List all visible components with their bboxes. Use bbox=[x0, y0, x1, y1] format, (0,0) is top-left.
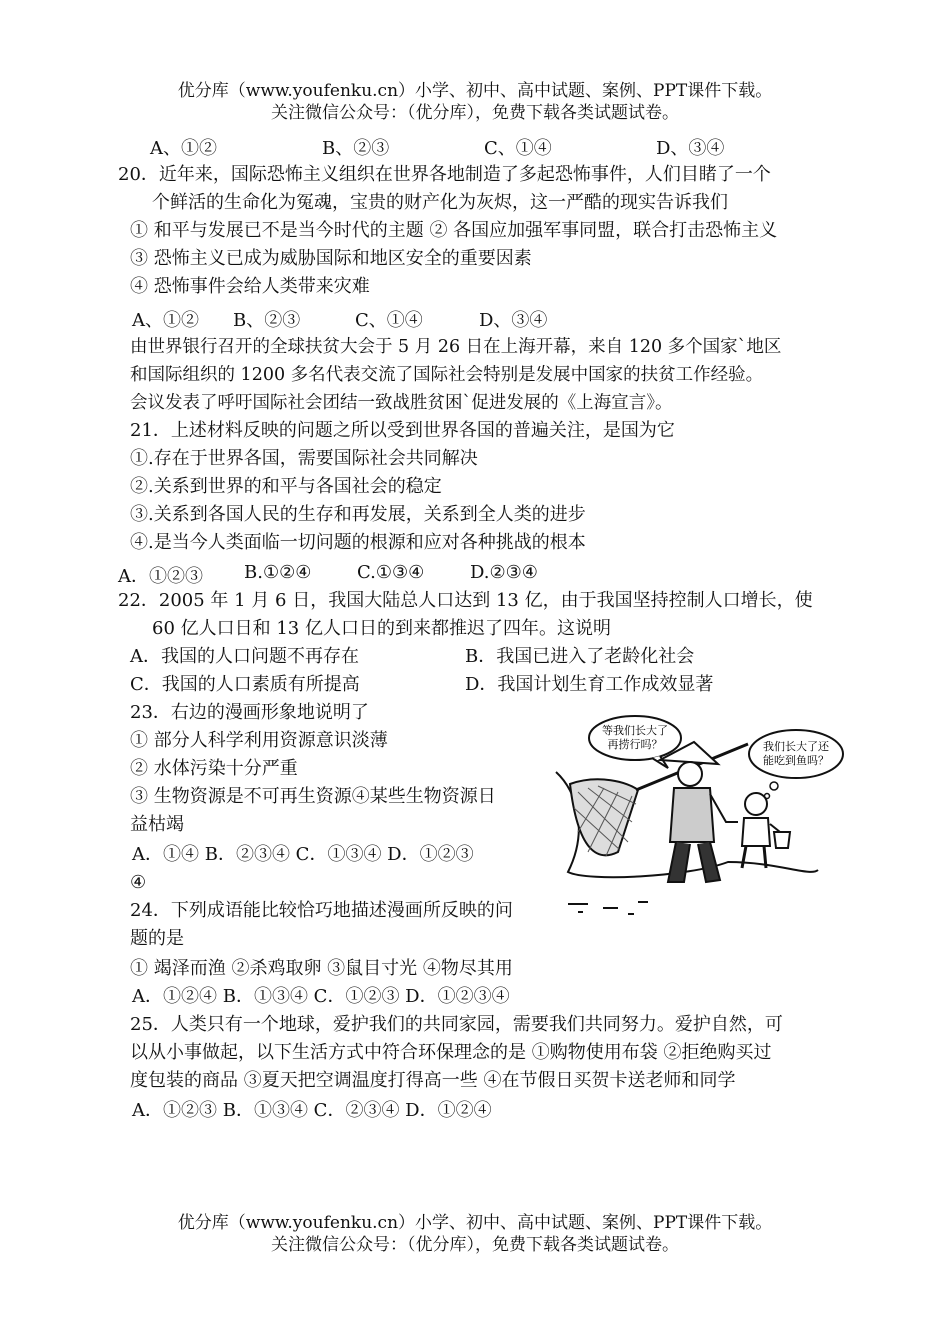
cartoon-illustration bbox=[548, 712, 850, 920]
q22-stem-1: 22．2005 年 1 月 6 日，我国大陆总人口达到 13 亿，由于我国坚持控制人口增长，使 bbox=[118, 590, 813, 611]
q21-item-1: ①.存在于世界各国，需要国际社会共同解决 bbox=[130, 448, 478, 469]
q22-option-d: D．我国计划生育工作成效显著 bbox=[465, 674, 714, 695]
adult-fisherman bbox=[660, 742, 738, 882]
q23-options-cont: ④ bbox=[130, 872, 147, 893]
material-line-1: 由世界银行召开的全球扶贫大会于 5 月 26 日在上海开幕，来自 120 多个国家`地区 bbox=[130, 337, 782, 357]
child-speech-bubble bbox=[749, 730, 843, 799]
q20-stem-1: 20．近年来，国际恐怖主义组织在世界各地制造了多起恐怖事件，人们目睹了一个 bbox=[118, 164, 771, 185]
q19-option-a: A、①② bbox=[150, 138, 217, 159]
q21-item-3: ③.关系到各国人民的生存和再发展，关系到全人类的进步 bbox=[130, 504, 586, 525]
q21-item-2: ②.关系到世界的和平与各国社会的稳定 bbox=[130, 476, 442, 497]
q21-option-b: B.①②④ bbox=[244, 562, 312, 583]
q20-option-b: B、②③ bbox=[233, 310, 301, 331]
q19-option-d: D、③④ bbox=[656, 138, 725, 159]
q24-options: A．①②④ B．①③④ C．①②③ D．①②③④ bbox=[132, 986, 510, 1007]
q23-stem: 23．右边的漫画形象地说明了 bbox=[130, 702, 369, 723]
material-line-3: 会议发表了呼吁国际社会团结一致战胜贫困`促进发展的《上海宣言》。 bbox=[130, 393, 673, 413]
ground-marks bbox=[568, 902, 648, 914]
q21-option-d: D.②③④ bbox=[470, 562, 538, 583]
q20-option-c: C、①④ bbox=[355, 310, 423, 331]
q21-option-c: C.①③④ bbox=[357, 562, 425, 583]
q25-stem-3: 度包装的商品 ③夏天把空调温度打得高一些 ④在节假日买贺卡送老师和同学 bbox=[130, 1070, 736, 1091]
fishing-net bbox=[570, 779, 638, 856]
q25-stem-2: 以从小事做起，以下生活方式中符合环保理念的是 ①购物使用布袋 ②拒绝购买过 bbox=[130, 1042, 772, 1063]
q24-stem-2: 题的是 bbox=[130, 928, 184, 949]
q23-item-3: ③ 生物资源是不可再生资源④某些生物资源日 bbox=[130, 786, 496, 807]
material-line-2: 和国际组织的 1200 多名代表交流了国际社会特别是发展中国家的扶贫工作经验。 bbox=[130, 365, 764, 385]
q24-stem-1: 24．下列成语能比较恰巧地描述漫画所反映的问 bbox=[130, 900, 513, 921]
q19-option-c: C、①④ bbox=[484, 138, 552, 159]
q20-item-1: ① 和平与发展已不是当今时代的主题 ② 各国应加强军事同盟，联合打击恐怖主义 bbox=[130, 220, 778, 241]
q25-options: A．①②③ B．①③④ C．②③④ D．①②④ bbox=[132, 1100, 492, 1121]
q19-option-b: B、②③ bbox=[322, 138, 390, 159]
q21-item-4: ④.是当今人类面临一切问题的根源和应对各种挑战的根本 bbox=[130, 532, 586, 553]
footer-line-1: 优分库（www.youfenku.cn）小学、初中、高中试题、案例、PPT课件下载。 bbox=[177, 1213, 773, 1233]
q22-option-b: B．我国已进入了老龄化社会 bbox=[465, 646, 695, 667]
q20-option-d: D、③④ bbox=[479, 310, 548, 331]
child-bubble-text-2: 能吃到鱼吗？ bbox=[763, 754, 829, 767]
adult-bubble-text-2: 再捞行吗？ bbox=[607, 738, 663, 751]
adult-bubble-text-1: 等我们长大了 bbox=[602, 724, 668, 737]
child-bubble-text-1: 我们长大了还 bbox=[763, 740, 829, 753]
q23-item-2: ② 水体污染十分严重 bbox=[130, 758, 298, 779]
q23-item-1: ① 部分人科学利用资源意识淡薄 bbox=[130, 730, 388, 751]
q23-options: A．①④ B．②③④ C．①③④ D．①②③ bbox=[132, 844, 474, 865]
q21-stem: 21．上述材料反映的问题之所以受到世界各国的普遍关注，是国为它 bbox=[130, 420, 675, 441]
child-figure bbox=[742, 793, 790, 868]
q22-option-c: C．我国的人口素质有所提高 bbox=[130, 674, 360, 695]
q24-items: ① 竭泽而渔 ②杀鸡取卵 ③鼠目寸光 ④物尽其用 bbox=[130, 958, 513, 979]
header-line-2: 关注微信公众号：（优分库），免费下载各类试题试卷。 bbox=[271, 103, 679, 123]
q22-stem-2: 60 亿人口日和 13 亿人口日的到来都推迟了四年。这说明 bbox=[152, 618, 611, 639]
q23-item-3-cont: 益枯竭 bbox=[130, 814, 184, 835]
q25-stem-1: 25．人类只有一个地球，爱护我们的共同家园，需要我们共同努力。爱护自然，可 bbox=[130, 1014, 783, 1035]
q22-option-a: A．我国的人口问题不再存在 bbox=[130, 646, 359, 667]
footer-line-2: 关注微信公众号：（优分库），免费下载各类试题试卷。 bbox=[271, 1235, 679, 1255]
header-line-1: 优分库（www.youfenku.cn）小学、初中、高中试题、案例、PPT课件下载。 bbox=[177, 81, 773, 101]
q20-stem-2: 个鲜活的生命化为冤魂，宝贵的财产化为灰烬，这一严酷的现实告诉我们 bbox=[152, 192, 728, 213]
q21-option-a: A．①②③ bbox=[118, 566, 203, 587]
q20-item-2: ③ 恐怖主义已成为威胁国际和地区安全的重要因素 bbox=[130, 248, 532, 269]
q20-item-3: ④ 恐怖事件会给人类带来灾难 bbox=[130, 276, 370, 297]
q20-option-a: A、①② bbox=[132, 310, 199, 331]
